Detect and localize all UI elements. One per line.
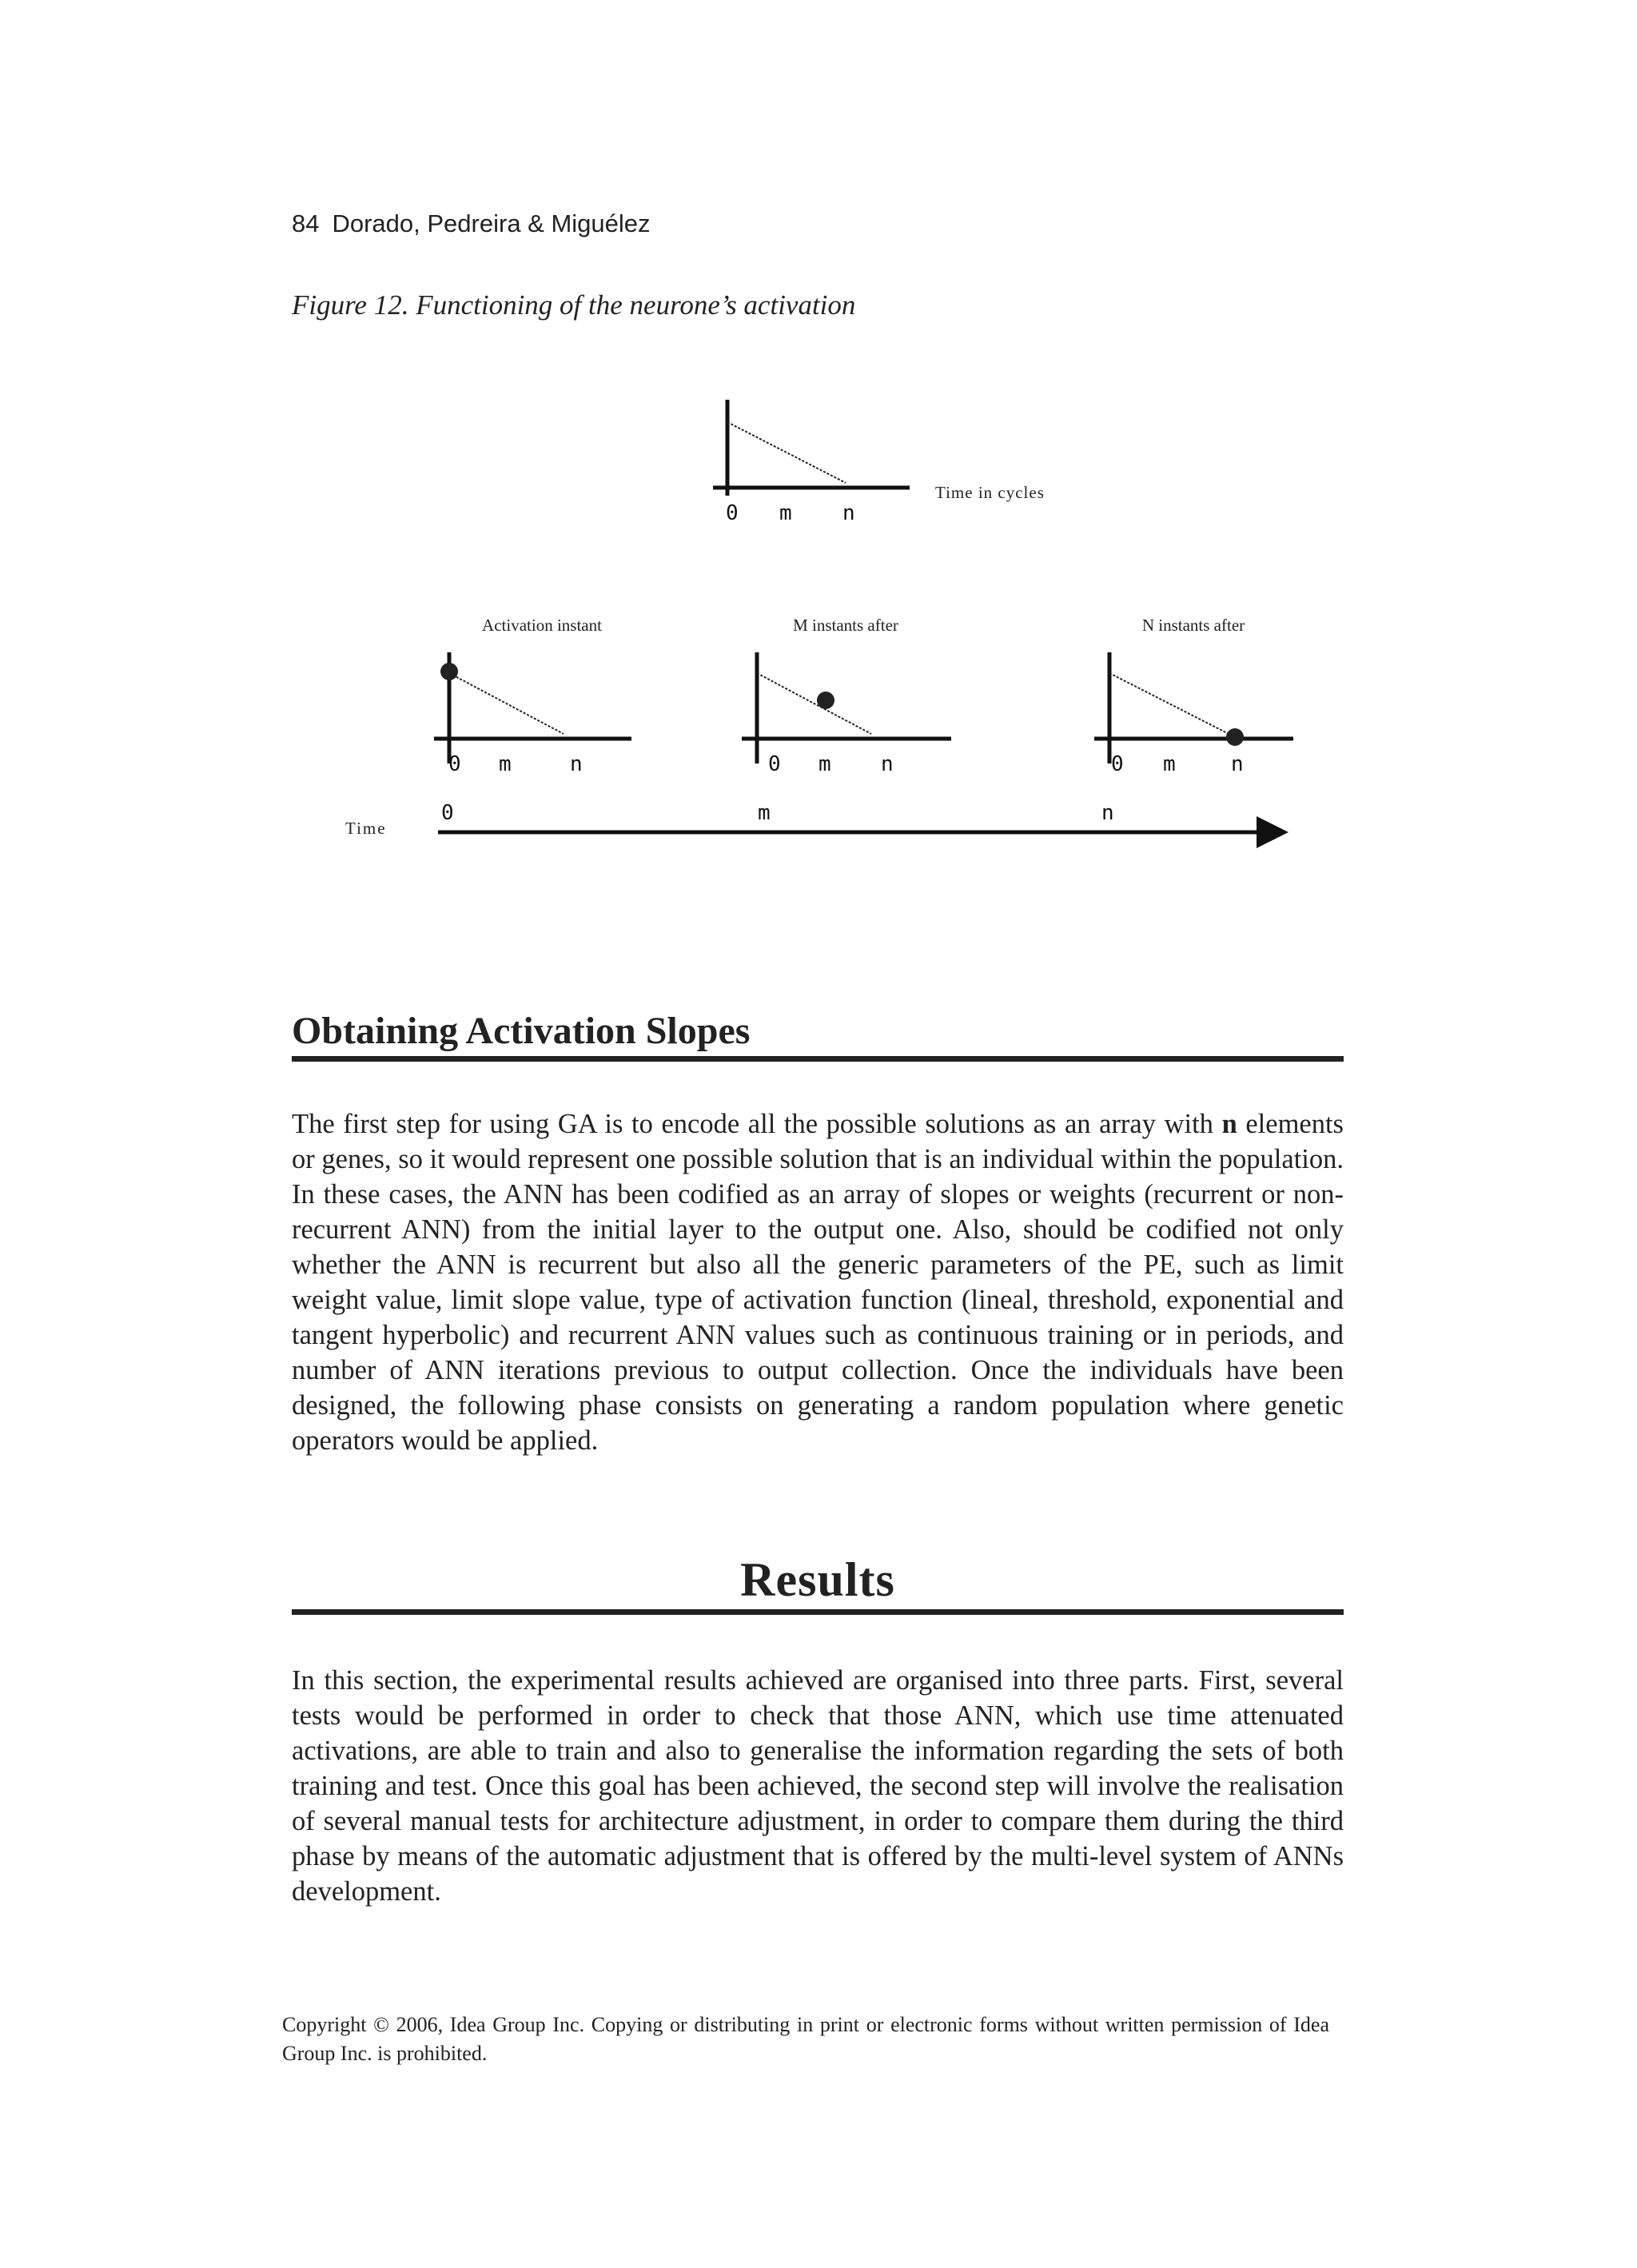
arrow-icon xyxy=(1257,816,1288,848)
timeline-label: Time xyxy=(345,819,387,838)
timeline-tick: m xyxy=(758,801,771,825)
panel-activation-instant xyxy=(434,616,631,776)
tick-label: 0 xyxy=(448,752,461,776)
decay-line xyxy=(727,422,846,483)
tick-label: 0 xyxy=(768,752,781,776)
running-head xyxy=(292,209,651,238)
bold-n: n xyxy=(1221,1109,1237,1139)
tick-label: 0 xyxy=(1111,752,1124,776)
tick-label: m xyxy=(1163,752,1176,776)
decay-line xyxy=(1109,673,1235,737)
tick-label: n xyxy=(881,752,894,776)
activation-dot xyxy=(1226,728,1244,746)
tick-label: m xyxy=(499,752,512,776)
panel-n-instants-after xyxy=(1094,616,1293,776)
tick-label: 0 xyxy=(726,501,739,525)
tick-label: n xyxy=(842,501,855,525)
time-in-cycles-label: Time in cycles xyxy=(935,483,1045,502)
paragraph-results: In this section, the experimental results achieved are organised into three parts. First, several tests would be performed in order to check that those ANN, which use time attenuated activations, are able to train and also to generalise the information regarding the sets of both training and test. Once this goal has been achieved, the second step will involve the realisation of several manual tests for architecture adjustment, in order to compare them during the third phase by means of the automatic adjustment that is offered by the multi-level system of ANNs development. xyxy=(292,1665,1344,1907)
panel-title: N instants after xyxy=(1141,616,1245,635)
page-number: 84 xyxy=(292,209,320,237)
section-heading-results: Results xyxy=(292,1553,1344,1615)
activation-dot xyxy=(440,663,458,680)
tick-label: m xyxy=(818,752,831,776)
section-heading-obtaining-activation-slopes: Obtaining Activation Slopes xyxy=(292,1009,1344,1062)
panel-m-instants-after xyxy=(742,616,951,776)
figure-caption: Figure 12. Functioning of the neurone’s activation xyxy=(292,289,856,321)
activation-figure xyxy=(0,376,1637,887)
tick-label: n xyxy=(570,752,583,776)
panel-title: M instants after xyxy=(793,616,898,635)
paragraph-text: elements or genes, so it would represent one possible solution that is an individual within the population. In these cases, the ANN has been codified as an array of slopes or weights (recurrent or non-recurrent ANN) from the initial layer to the output one. Also, should be codified not only whether the ANN is recurrent but also all the generic parameters of the PE, such as limit weight value, limit slope value, type of activation function (lineal, threshold, exponential and tangent hyperbolic) and recurrent ANN values such as continuous training or in periods, and number of ANN iterations previous to output collection. Once the individuals have been designed, the following phase consists on generating a random population where genetic operators would be applied. xyxy=(292,1109,1344,1456)
paragraph-text: The first step for using GA is to encode all the possible solutions as an array with xyxy=(292,1109,1222,1139)
paragraph-activation-slopes xyxy=(292,1106,1344,1458)
tick-label: n xyxy=(1231,752,1244,776)
panel-title: Activation instant xyxy=(482,616,602,635)
copyright-notice: Copyright © 2006, Idea Group Inc. Copying or distributing in print or electronic forms without written permission of Idea Group Inc. is prohibited. xyxy=(282,2013,1329,2065)
tick-label: m xyxy=(779,501,792,525)
decay-line xyxy=(757,673,871,734)
timeline-tick: n xyxy=(1101,801,1114,825)
activation-dot xyxy=(817,692,834,709)
running-head-authors: Dorado, Pedreira & Miguélez xyxy=(332,209,651,237)
timeline xyxy=(345,801,1288,848)
reference-graph xyxy=(713,400,1045,525)
timeline-tick: 0 xyxy=(441,801,454,825)
decay-line xyxy=(449,673,564,734)
